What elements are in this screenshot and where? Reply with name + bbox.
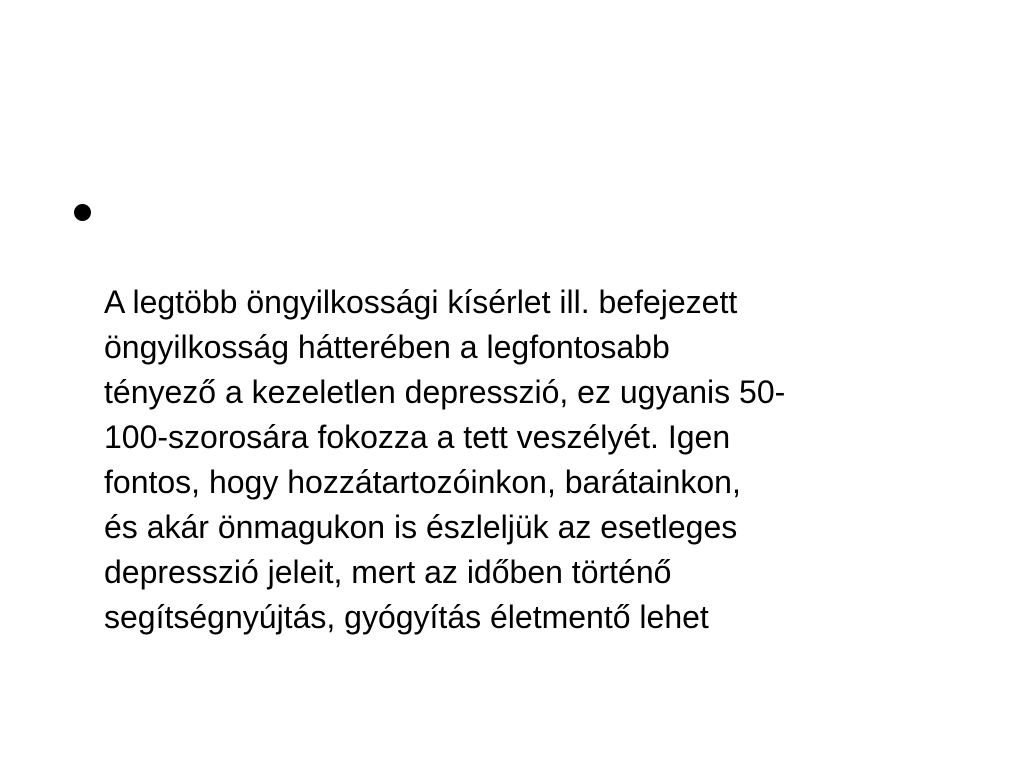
bullet-dot-icon	[74, 204, 91, 221]
bullet-text: A legtöbb öngyilkossági kísérlet ill. befejezett öngyilkosság hátterében a legfontosabb tényező a kezeletlen depresszió, ez ugyanis 50- 100-szorosára fokozza a tett veszélyét. Igen fontos, hogy hozzátartozóinkon, barátainkon, és akár önmagukon is észleljük az esetleges depresszió jeleit, mert az időben történő segítségnyújtás, gyógyítás életmentő lehet	[104, 284, 786, 635]
slide-content	[72, 190, 972, 640]
bullet-list	[72, 190, 972, 640]
bullet-item	[72, 190, 972, 640]
